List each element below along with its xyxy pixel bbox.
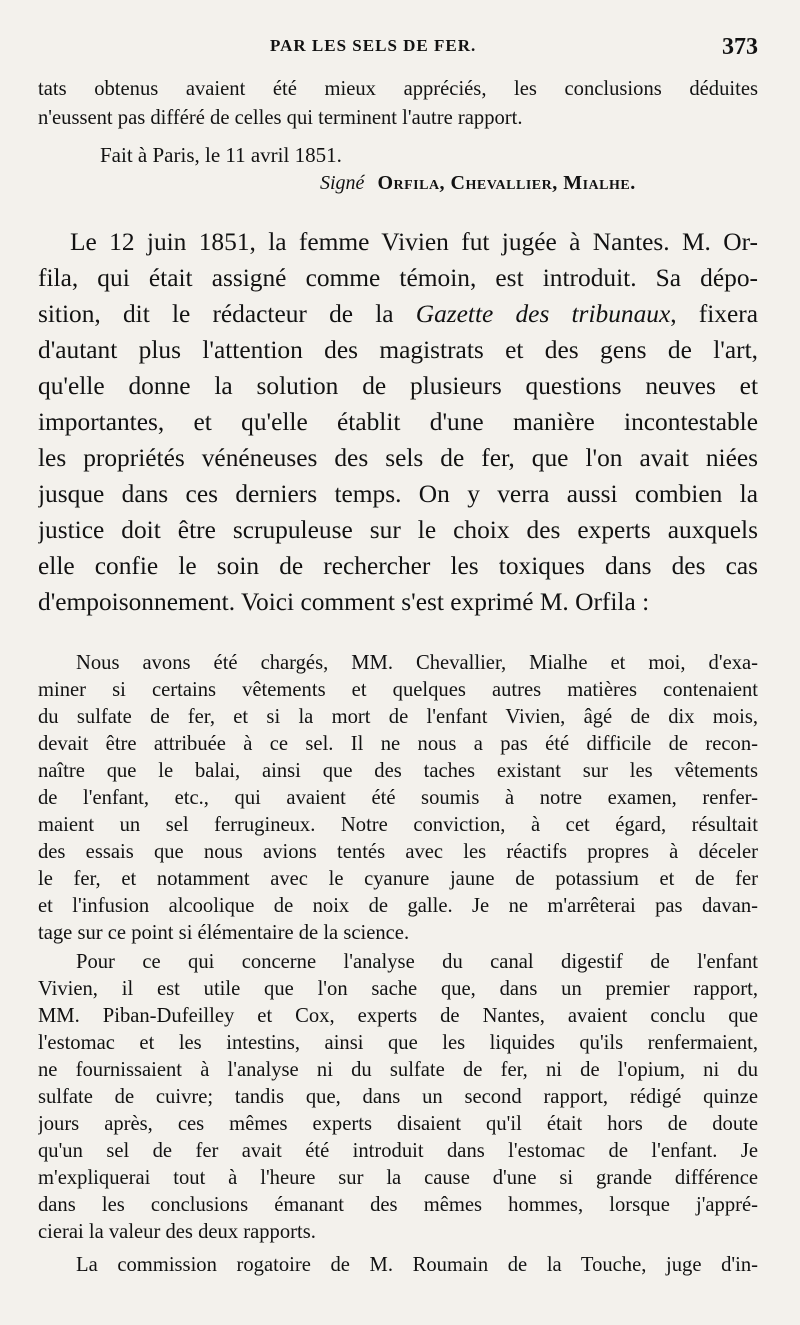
journal-title: Gazette des tribunaux xyxy=(415,300,671,328)
running-head: PAR LES SELS DE FER. xyxy=(270,36,477,55)
text-line: qu'elle donne la solution de plusieurs questions neuves et xyxy=(38,372,758,400)
text-line: tage sur ce point si élémentaire de la science. xyxy=(38,922,410,944)
text-line: des essais que nous avions tentés avec les réactifs propres à déceler xyxy=(38,841,758,863)
text-line: qu'un sel de fer avait été introduit dans l'estomac de l'enfant. Je xyxy=(38,1140,758,1162)
text-line: devait être attribuée à ce sel. Il ne nous a pas été difficile de recon- xyxy=(38,733,758,755)
text-fragment: sition, dit le rédacteur de la xyxy=(38,300,394,328)
book-page xyxy=(30,0,760,1325)
text-line: jusque dans ces derniers temps. On y verra aussi combien la xyxy=(38,480,758,508)
text-line: Nous avons été chargés, MM. Chevallier, Mialhe et moi, d'exa- xyxy=(76,652,758,674)
text-line: ne fournissaient à l'analyse ni du sulfate de fer, ni de l'opium, ni du xyxy=(38,1059,758,1081)
text-line: l'estomac et les intestins, ainsi que les liquides qu'ils renfermaient, xyxy=(38,1032,758,1054)
text-fragment: , fixera xyxy=(670,300,758,328)
text-line: m'expliquerai tout à l'heure sur la cause d'une si grande différence xyxy=(38,1167,758,1189)
text-line: elle confie le soin de rechercher les toxiques dans des cas xyxy=(38,552,758,580)
text-line: du sulfate de fer, et si la mort de l'enfant Vivien, âgé de dix mois, xyxy=(38,706,758,728)
text-line: dans les conclusions émanant des mêmes hommes, lorsque j'appré- xyxy=(38,1194,758,1216)
text-line: MM. Piban-Dufeilley et Cox, experts de Nantes, avaient conclu que xyxy=(38,1005,758,1027)
text-line: Le 12 juin 1851, la femme Vivien fut jugée à Nantes. M. Or- xyxy=(70,228,758,256)
text-line: fila, qui était assigné comme témoin, est introduit. Sa dépo- xyxy=(38,264,758,292)
text-line: La commission rogatoire de M. Roumain de la Touche, juge d'in- xyxy=(76,1254,758,1276)
page-header xyxy=(30,34,760,64)
text-line: d'empoisonnement. Voici comment s'est exprimé M. Orfila : xyxy=(38,588,650,616)
dateline: Fait à Paris, le 11 avril 1851. xyxy=(100,143,342,167)
text-line: Pour ce qui concerne l'analyse du canal digestif de l'enfant xyxy=(76,951,758,973)
text-line: jours après, ces mêmes experts disaient qu'il était hors de doute xyxy=(38,1113,758,1135)
text-line: sulfate de cuivre; tandis que, dans un second rapport, rédigé quinze xyxy=(38,1086,758,1108)
text-line: Vivien, il est utile que l'on sache que, dans un premier rapport, xyxy=(38,978,758,1000)
page-number: 373 xyxy=(722,34,758,60)
text-line: importantes, et qu'elle établit d'une manière incontestable xyxy=(38,408,758,436)
text-line: tats obtenus avaient été mieux appréciés, les conclusions déduites xyxy=(38,78,758,100)
text-line: le fer, et notamment avec le cyanure jaune de potassium et de fer xyxy=(38,868,758,890)
signatories: Orfila, Chevallier, Mialhe. xyxy=(377,172,636,194)
text-line: maient un sel ferrugineux. Notre conviction, à cet égard, résultait xyxy=(38,814,758,836)
signature-label: Signé xyxy=(320,172,365,194)
text-line: n'eussent pas différé de celles qui terminent l'autre rapport. xyxy=(38,107,523,129)
text-line: cierai la valeur des deux rapports. xyxy=(38,1221,316,1243)
text-line xyxy=(38,300,758,329)
text-line: de l'enfant, etc., qui avaient été soumis à notre examen, renfer- xyxy=(38,787,758,809)
text-line: d'autant plus l'attention des magistrats et des gens de l'art, xyxy=(38,336,758,364)
text-line: et l'infusion alcoolique de noix de galle. Je ne m'arrêterai pas davan- xyxy=(38,895,758,917)
text-line: les propriétés vénéneuses des sels de fer, que l'on avait niées xyxy=(38,444,758,472)
text-line: miner si certains vêtements et quelques autres matières contenaient xyxy=(38,679,758,701)
text-line: justice doit être scrupuleuse sur le choix des experts auxquels xyxy=(38,516,758,544)
signature xyxy=(320,172,636,195)
text-line: naître que le balai, ainsi que des taches existant sur les vêtements xyxy=(38,760,758,782)
